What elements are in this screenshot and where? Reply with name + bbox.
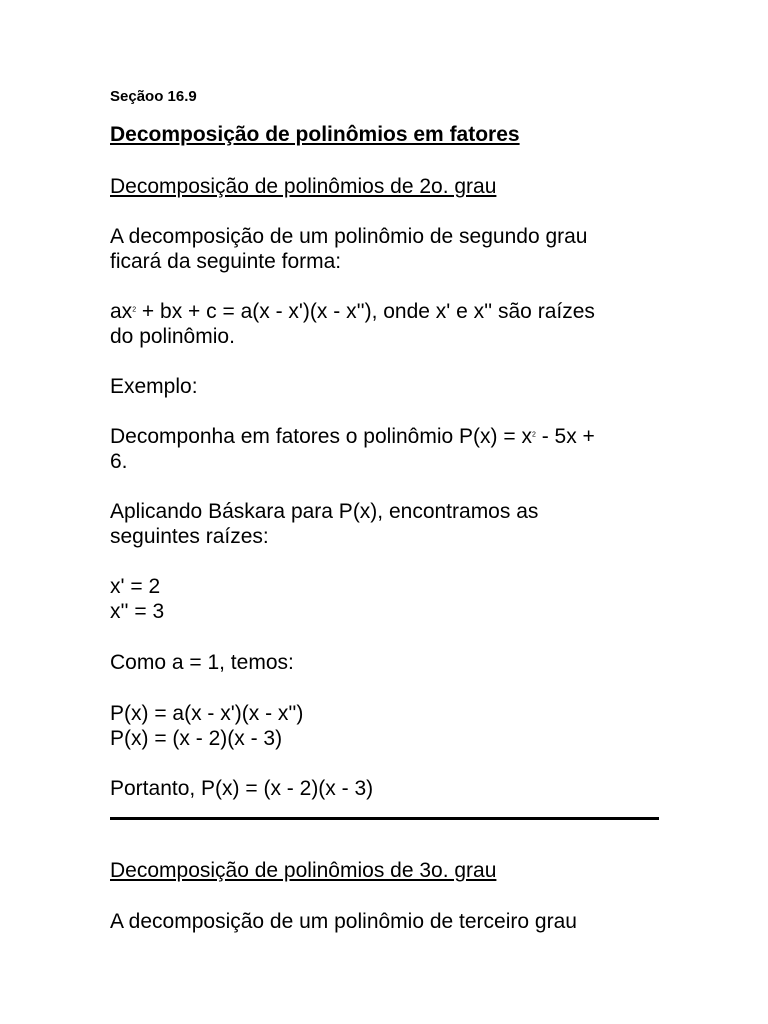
root-2: x'' = 3: [110, 600, 165, 623]
subtitle-third-degree: Decomposição de polinômios de 3o. grau: [110, 859, 497, 882]
page-title: Decomposição de polinômios em fatores: [110, 123, 520, 146]
formula-line-2: do polinômio.: [110, 325, 235, 348]
step-2: P(x) = (x - 2)(x - 3): [110, 727, 283, 750]
formula-exponent: 2: [132, 306, 137, 314]
example-label: Exemplo:: [110, 375, 198, 398]
subtitle-second-degree: Decomposição de polinômios de 2o. grau: [110, 175, 497, 198]
intro-third-degree: A decomposição de um polinômio de terceiro grau: [110, 910, 577, 933]
intro-line-1: A decomposição de um polinômio de segundo grau: [110, 225, 588, 248]
baskara-line-2: seguintes raízes:: [110, 525, 269, 548]
baskara-line-1: Aplicando Báskara para P(x), encontramos as: [110, 500, 539, 523]
como-line: Como a = 1, temos:: [110, 651, 294, 674]
horizontal-divider: [110, 817, 659, 820]
example-exponent: 2: [531, 431, 536, 439]
formula-suffix: + bx + c = a(x - x')(x - x''), onde x' e x'' são raízes: [136, 300, 595, 323]
example-prefix: Decomponha em fatores o polinômio P(x) = x: [110, 425, 532, 448]
section-label: Seçãoo 16.9: [110, 88, 197, 105]
formula-prefix: ax: [110, 300, 133, 323]
example-line-1: [110, 424, 595, 450]
step-1: P(x) = a(x - x')(x - x''): [110, 702, 304, 725]
example-suffix: - 5x +: [535, 425, 595, 448]
example-line-2: 6.: [110, 450, 128, 473]
formula-line-1: [110, 299, 595, 325]
root-1: x' = 2: [110, 575, 161, 598]
intro-line-2: ficará da seguinte forma:: [110, 250, 342, 273]
conclusion: Portanto, P(x) = (x - 2)(x - 3): [110, 777, 374, 800]
